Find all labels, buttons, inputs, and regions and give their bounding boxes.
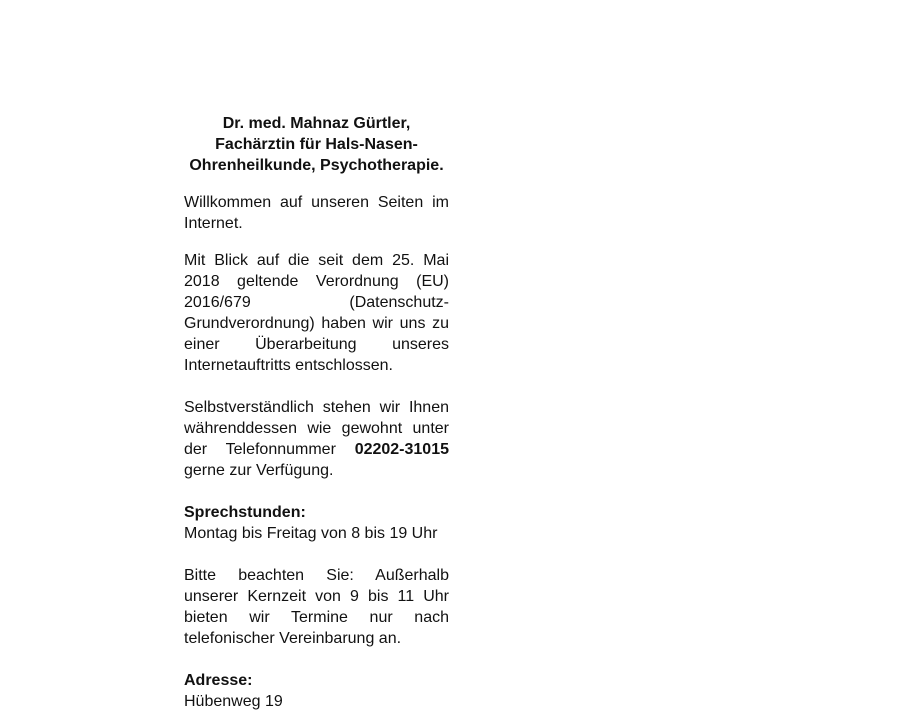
gdpr-notice-text: Mit Blick auf die seit dem 25. Mai 2018 geltende Verordnung (EU) 2016/679 (Datenschutz-Grundverordnung) haben wir uns zu einer Überarbeitung unseres Internetauftritts entschlossen. <box>184 252 449 374</box>
title-line-name: Dr. med. Mahnaz Gürtler, <box>222 115 411 132</box>
phone-number: 02202-31015 <box>354 441 449 458</box>
phone-info-before: Selbstverständlich stehen wir Ihnen währenddessen wie gewohnt unter der Telefonnummer <box>184 399 449 458</box>
address-heading: Adresse: <box>184 672 253 689</box>
page-content <box>184 113 449 712</box>
phone-info-text <box>184 397 449 481</box>
appointments-note: Bitte beachten Sie: Außerhalb unserer Kernzeit von 9 bis 11 Uhr bieten wir Termine nur nach telefonischer Vereinbarung an. <box>184 567 449 647</box>
office-hours <box>184 502 449 544</box>
office-hours-text: Montag bis Freitag von 8 bis 19 Uhr <box>184 525 438 542</box>
address-street: Hübenweg 19 <box>184 693 283 710</box>
welcome-text: Willkommen auf unseren Seiten im Internet. <box>184 194 449 232</box>
phone-info-after: gerne zur Verfügung. <box>184 462 334 479</box>
address-block <box>184 670 449 712</box>
title-line-specialty: Fachärztin für Hals-Nasen- <box>215 136 418 153</box>
office-hours-heading: Sprechstunden: <box>184 504 306 521</box>
page-title <box>184 113 449 176</box>
title-line-specialty-cont: Ohrenheilkunde, Psychotherapie. <box>189 157 444 174</box>
